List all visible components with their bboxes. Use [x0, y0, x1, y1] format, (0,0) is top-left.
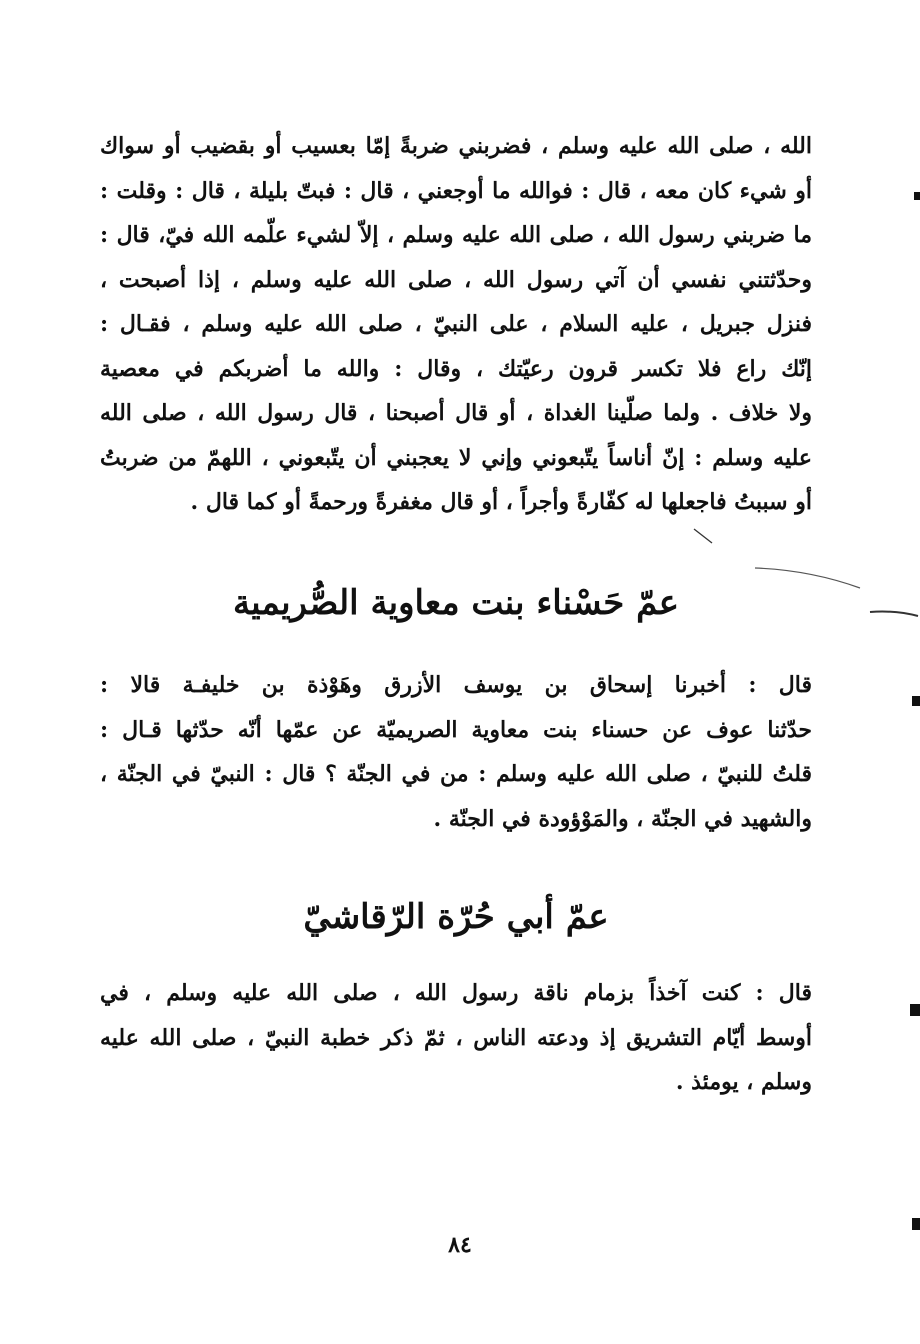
text-line: قال : كنت آخذاً بزمام ناقة رسول الله ، صلى الله عليه وسلم ، في — [100, 980, 812, 1006]
text-line: أوسط أيّام التشريق إذ ودعته الناس ، ثمّ ذكر خطبة النبيّ ، صلى الله عليه — [100, 1024, 812, 1051]
paragraph-abi-hurra — [100, 971, 812, 1105]
paragraph-husna — [100, 663, 812, 841]
scan-mark — [914, 192, 920, 200]
text-line: الله ، صلى الله عليه وسلم ، فضربني ضربةً إمّا بعسيب أو بقضيب أو سواك — [100, 133, 812, 159]
text-line: ما ضربني رسول الله ، صلى الله عليه وسلم ، إلاّ لشيء علّمه الله فيّ، قال : — [100, 222, 812, 248]
scan-mark — [912, 1218, 920, 1230]
text-line: إنّك راع فلا تكسر قرون رعيّتك ، وقال : والله ما أضربكم في معصية — [100, 355, 812, 382]
scan-mark — [912, 696, 920, 706]
text-line: والشهيد في الجنّة ، والمَوْؤودة في الجنّة . — [433, 805, 812, 832]
text-line: وحدّثتني نفسي أن آتي رسول الله ، صلى الله عليه وسلم ، إذا أصبحت ، — [100, 266, 812, 293]
scan-stroke — [750, 560, 920, 630]
text-line: ولا خلاف . ولما صلّينا الغداة ، أو قال أصبحنا ، قال رسول الله ، صلى الله — [100, 400, 812, 426]
text-line: فنزل جبريل ، عليه السلام ، على النبيّ ، صلى الله عليه وسلم ، فقـال : — [100, 311, 812, 337]
text-line: حدّثنا عوف عن حسناء بنت معاوية الصريميّة عن عمّها أنّه حدّثها قـال : — [100, 716, 812, 743]
text-line: أو شيء كان معه ، قال : فوالله ما أوجعني ، قال : فبتّ بليلة ، قال : وقلت : — [100, 177, 812, 204]
text-line: قال : أخبرنا إسحاق بن يوسف الأزرق وهَوْذة بن خليفـة قالا : — [100, 672, 812, 698]
paragraph-continuation — [100, 124, 812, 525]
text-line: وسلم ، يومئذ . — [675, 1069, 812, 1095]
section-heading-abi-hurra: عمّ أبي حُرّة الرّقاشيّ — [303, 897, 609, 937]
text-line: عليه وسلم : إنّ أناساً يتّبعوني وإني لا يعجبني أن يتّبعوني ، اللهمّ من ضربتُ — [100, 444, 812, 471]
section-heading-husna: عمّ حَسْناء بنت معاوية الصُّريمية — [232, 583, 680, 623]
text-line: أو سببتُ فاجعلها له كفّارةً وأجراً ، أو قال مغفرةً ورحمةً أو كما قال . — [190, 489, 812, 515]
scan-stroke — [690, 525, 720, 547]
scan-mark — [910, 1004, 920, 1016]
text-line: قلتُ للنبيّ ، صلى الله عليه وسلم : من في الجنّة ؟ قال : النبيّ في الجنّة ، — [100, 761, 812, 787]
page-number: ٨٤ — [448, 1232, 472, 1258]
